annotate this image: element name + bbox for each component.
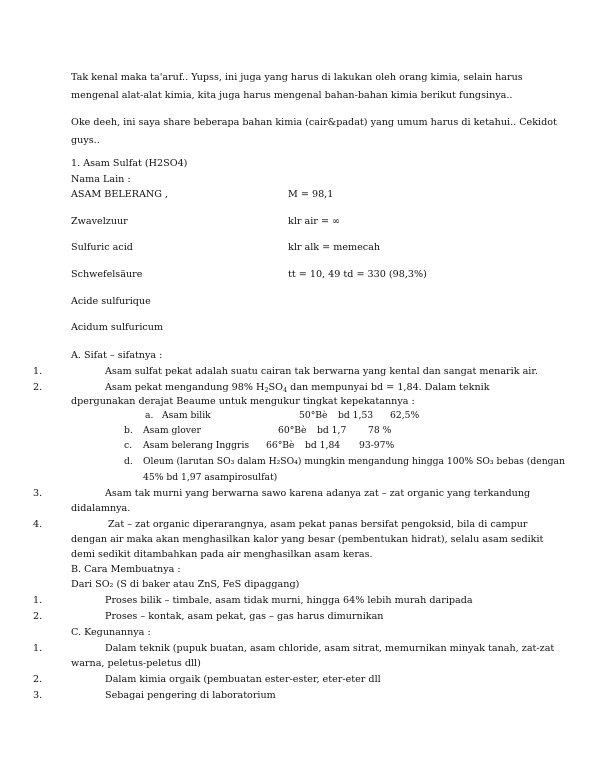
- oleum-text: Oleum (larutan SO₃ dalam H₂SO₄) mungkin mengandung hingga 100% SO₃ bebas (dengan: [143, 456, 565, 467]
- section-heading-cara: B. Cara Membuatnya :: [71, 564, 181, 575]
- list-item-continuation: dengan air maka akan menghasilkan kalor yang besar (pembentukan hidrat), selalu asam sedikit: [71, 534, 544, 545]
- sublist-letter: c.: [124, 440, 133, 451]
- list-number: 1.: [33, 366, 43, 377]
- alt-name: Zwavelzuur: [71, 216, 128, 227]
- list-item: Dalam kimia orgaik (pembuatan ester-ester, eter-eter dll: [105, 674, 381, 685]
- intro-line-4: guys..: [71, 135, 100, 146]
- intro-line-1: Tak kenal maka ta'aruf.. Yupss, ini juga yang harus di lakukan oleh orang kimia, selain harus: [71, 72, 523, 83]
- list-item: Asam pekat mengandung 98% $H_2SO_4$ dan mempunyai bd = 1,84. Dalam teknik: [105, 382, 490, 394]
- alt-name: Sulfuric acid: [71, 242, 133, 253]
- sublist-letter: a.: [145, 410, 154, 421]
- intro-line-2: mengenal alat-alat kimia, kita juga harus mengenal bahan-bahan kimia berikut fungsinya..: [71, 90, 513, 101]
- degree-value: 50°Bè: [299, 410, 328, 421]
- alt-name: Acide sulfurique: [71, 296, 151, 307]
- sublist-letter: d.: [124, 456, 133, 467]
- list-number: 3.: [33, 690, 43, 701]
- list-item-continuation: demi sedikit ditambahkan pada air menghasilkan asam keras.: [71, 549, 373, 560]
- sublist-letter: b.: [124, 425, 133, 436]
- property: klr air = ∞: [288, 216, 341, 227]
- percent-value: 78 %: [368, 425, 392, 436]
- sublist-label: Asam bilik: [162, 410, 211, 421]
- alt-name: ASAM BELERANG ,: [71, 189, 169, 200]
- section-heading-asam-sulfat: 1. Asam Sulfat (H2SO4): [71, 158, 188, 169]
- property: M = 98,1: [288, 189, 334, 200]
- section-heading-sifat: A. Sifat – sifatnya :: [71, 350, 163, 361]
- density-value: bd 1,84: [305, 440, 341, 451]
- list-item: Asam tak murni yang berwarna sawo karena adanya zat – zat organic yang terkandung: [105, 488, 531, 499]
- list-item: Asam sulfat pekat adalah suatu cairan tak berwarna yang kental dan sangat menarik air.: [105, 366, 538, 377]
- percent-value: 62,5%: [390, 410, 420, 421]
- density-value: bd 1,53: [338, 410, 374, 421]
- list-item-continuation: warna, peletus-peletus dll): [71, 658, 201, 669]
- list-number: 2.: [33, 611, 43, 622]
- list-number: 4.: [33, 519, 43, 530]
- list-item-continuation: didalamnya.: [71, 503, 131, 514]
- nama-lain-label: Nama Lain :: [71, 174, 131, 185]
- list-number: 2.: [33, 674, 43, 685]
- intro-line-3: Oke deeh, ini saya share beberapa bahan kimia (cair&padat) yang umum harus di ketahui.. Cekidot: [71, 117, 557, 128]
- list-number: 2.: [33, 382, 43, 393]
- list-item: Proses bilik – timbale, asam tidak murni, hingga 64% lebih murah daripada: [105, 595, 473, 606]
- percent-value: 93-97%: [359, 440, 395, 451]
- degree-value: 66°Bè: [266, 440, 295, 451]
- cara-source: Dari SO₂ (S di baker atau ZnS, FeS dipaggang): [71, 579, 300, 590]
- alt-name: Schwefelsäure: [71, 269, 143, 280]
- list-item: Sebagai pengering di laboratorium: [105, 690, 276, 701]
- list-item: Dalam teknik (pupuk buatan, asam chloride, asam sitrat, memurnikan minyak tanah, zat-zat: [105, 643, 555, 654]
- section-heading-kegunaan: C. Kegunannya :: [71, 627, 151, 638]
- list-number: 1.: [33, 643, 43, 654]
- sublist-label: Asam belerang Inggris: [143, 440, 250, 451]
- oleum-text-continuation: 45% bd 1,97 asampirosulfat): [143, 472, 278, 483]
- list-number: 1.: [33, 595, 43, 606]
- property: klr alk = memecah: [288, 242, 381, 253]
- degree-value: 60°Bè: [278, 425, 307, 436]
- density-value: bd 1,7: [317, 425, 347, 436]
- property: tt = 10, 49 td = 330 (98,3%): [288, 269, 427, 280]
- list-number: 3.: [33, 488, 43, 499]
- list-item: Zat – zat organic diperarangnya, asam pekat panas bersifat pengoksid, bila di campur: [108, 519, 528, 530]
- sublist-label: Asam glover: [143, 425, 201, 436]
- list-item-continuation: dpergunakan derajat Beaume untuk mengukur tingkat kepekatannya :: [71, 396, 415, 407]
- alt-name: Acidum sulfuricum: [71, 322, 164, 333]
- list-item: Proses – kontak, asam pekat, gas – gas harus dimurnikan: [105, 611, 384, 622]
